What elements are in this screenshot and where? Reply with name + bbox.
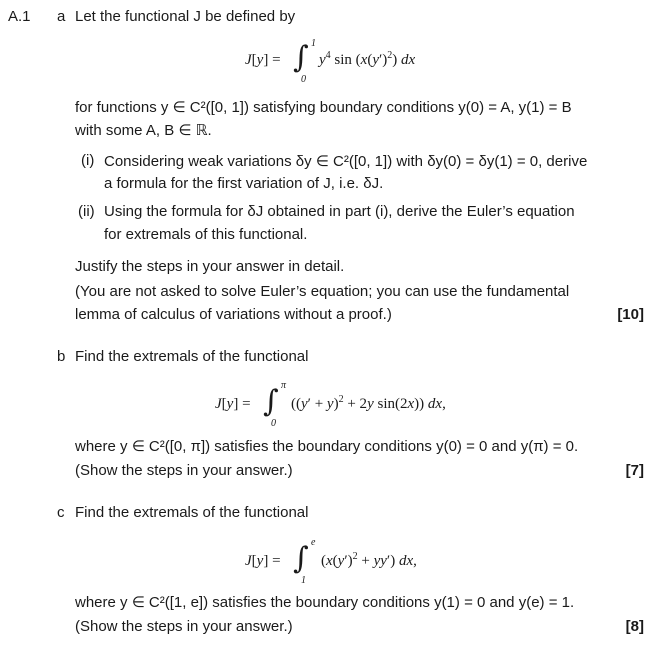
part-b-label: b — [57, 348, 66, 365]
part-c-equation: J[y] = ∫ e 1 $(x(y')^2 + yy')$ dx, — [245, 537, 417, 586]
part-a-equation: J[y] = ∫ 1 0 $y^4$ $\sin (x(y')^2)$ dx — [245, 38, 416, 85]
part-b-intro: Find the extremals of the functional — [75, 348, 309, 365]
subpart-i-label: (i) — [81, 152, 95, 169]
part-b-condition: where y ∈ C²([0, π]) satisfies the boundary conditions y(0) = 0 and y(π) = 0. — [75, 438, 579, 455]
subpart-i-line2: a formula for the first variation of J, i.e. δJ. — [104, 175, 384, 192]
part-c-label: c — [57, 504, 65, 521]
part-c-condition: where y ∈ C²([1, e]) satisfies the boundary conditions y(1) = 0 and y(e) = 1. — [75, 594, 575, 611]
part-a-intro: Let the functional J be defined by — [75, 8, 296, 25]
subpart-i-line1: Considering weak variations δy ∈ C²([0, 1]) with δy(0) = δy(1) = 0, derive — [104, 153, 588, 170]
part-c-marks: [8] — [625, 618, 644, 635]
part-c-intro: Find the extremals of the functional — [75, 504, 309, 521]
part-b-note: (Show the steps in your answer.) — [75, 462, 293, 479]
part-a-justify: Justify the steps in your answer in detail. — [75, 258, 345, 275]
subpart-ii-line1: Using the formula for δJ obtained in part (i), derive the Euler’s equation — [104, 203, 575, 220]
part-a-label: a — [57, 8, 66, 25]
part-b-equation: J[y] = ∫ π 0 ($(y' + y)^2 + 2y$ sin(2x)) dx, — [215, 380, 446, 429]
part-a-condition-2: with some A, B ∈ ℝ. — [75, 122, 212, 139]
subpart-ii-line2: for extremals of this functional. — [104, 226, 308, 243]
question-number: A.1 — [8, 8, 31, 25]
subpart-ii-label: (ii) — [78, 203, 95, 220]
part-a-marks: [10] — [617, 306, 644, 323]
part-b-marks: [7] — [625, 462, 644, 479]
part-a-note-1: (You are not asked to solve Euler’s equation; you can use the fundamental — [75, 283, 570, 300]
part-a-condition-1: for functions y ∈ C²([0, 1]) satisfying boundary conditions y(0) = A, y(1) = B — [75, 99, 572, 116]
part-a-note-2: lemma of calculus of variations without a proof.) — [75, 306, 392, 323]
part-c-note: (Show the steps in your answer.) — [75, 618, 293, 635]
